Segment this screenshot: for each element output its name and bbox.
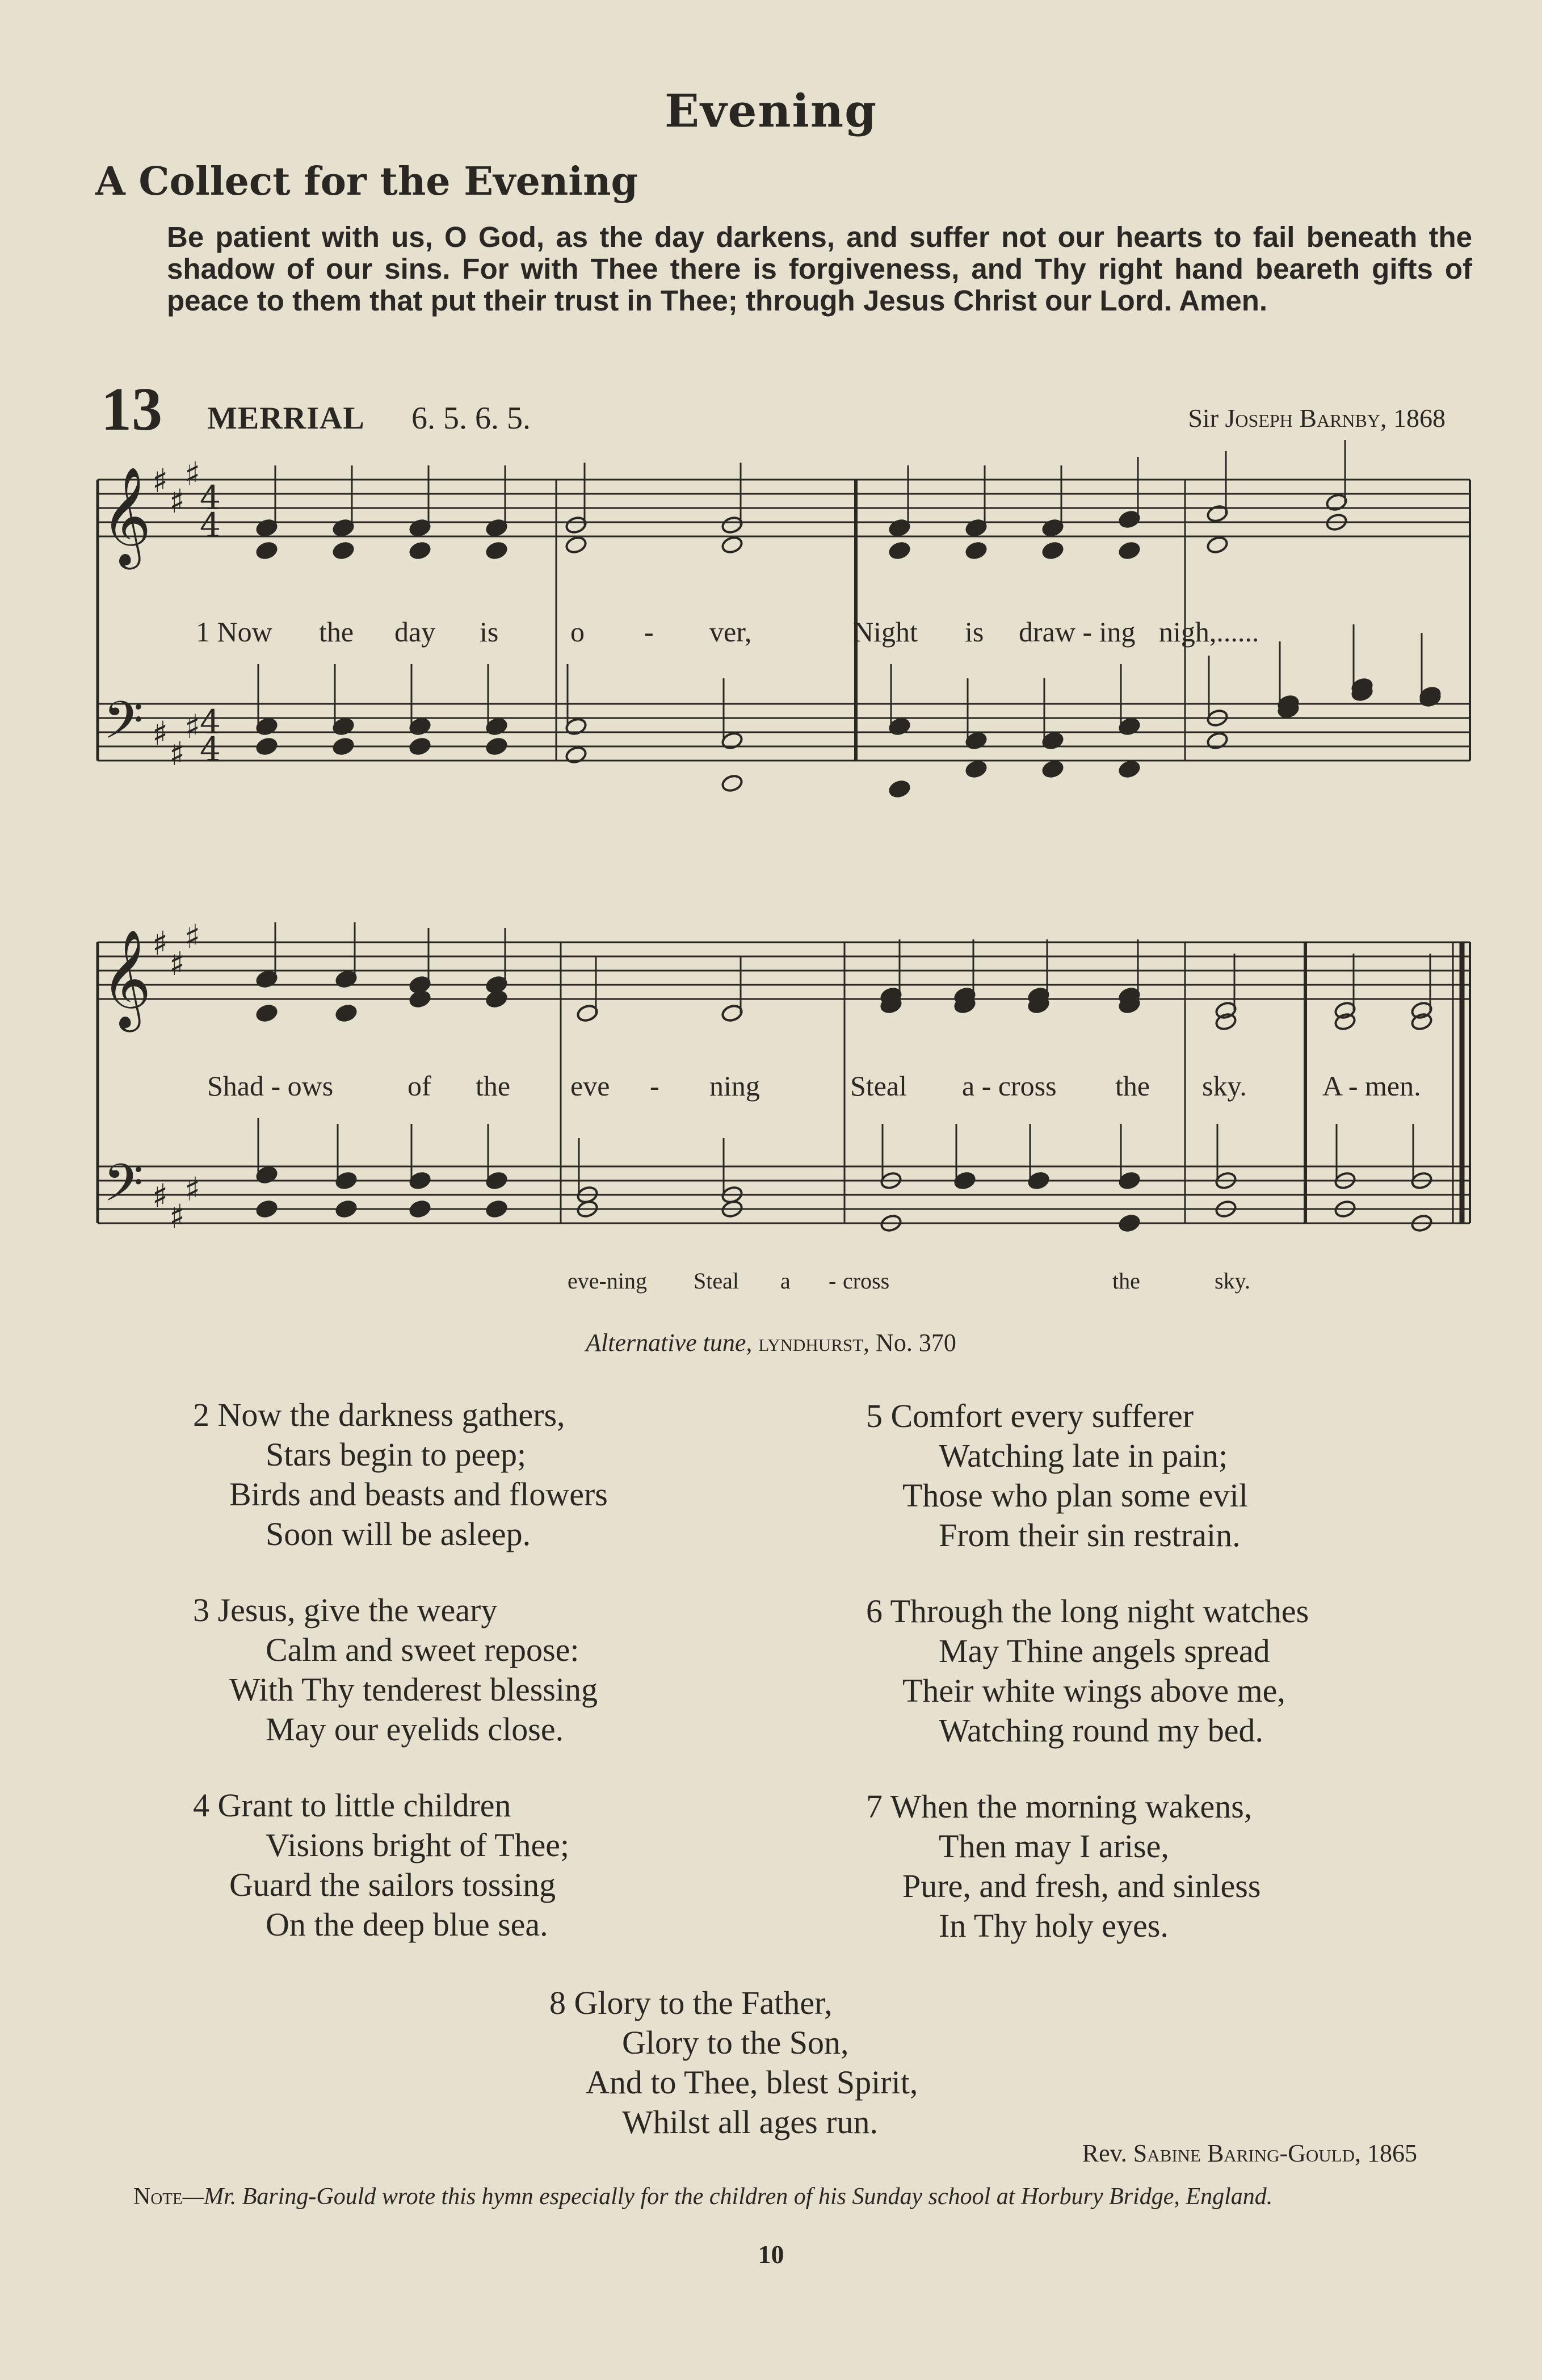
treble-clef-icon: 𝄞 <box>101 467 152 565</box>
time-signature-top: 4 <box>200 478 221 517</box>
notehead <box>721 535 743 555</box>
author-prefix: Rev. <box>1082 2139 1133 2167</box>
verse-line: 4 Grant to little children <box>193 1787 511 1824</box>
notehead <box>965 759 988 779</box>
author-name: Sabine Baring-Gould <box>1133 2139 1355 2167</box>
notehead <box>1206 731 1229 750</box>
lyric-syllable: a <box>780 1268 791 1294</box>
verse-line: And to Thee, blest Spirit, <box>586 2064 918 2101</box>
notehead <box>255 737 278 756</box>
lyric-syllable: is <box>965 616 984 648</box>
note-text: —Mr. Baring-Gould wrote this hymn especially for the children of his Sunday school at Horbury Bridge, England. <box>182 2184 1273 2210</box>
verse-2 <box>193 1395 608 1554</box>
notehead <box>1041 541 1064 560</box>
sharp-icon: ♯ <box>152 714 169 753</box>
notehead <box>1206 535 1229 555</box>
notehead <box>335 1199 358 1219</box>
lyric-syllable: o <box>570 616 585 648</box>
verse-line: 7 When the morning wakens, <box>866 1788 1253 1825</box>
note-label: Note <box>133 2184 183 2210</box>
collect-text: Be patient with us, O God, as the day darkens, and suffer not our hearts to fail beneath the shadow of our sins. For with Thee there is forgiveness, and Thy right hand beareth gifts of peace to them that put their trust in Thee; through Jesus Christ our Lord. Amen. <box>167 221 1472 317</box>
lyric-syllable: Night <box>853 616 918 648</box>
notehead <box>888 779 911 799</box>
lyric-syllable: eve-ning <box>568 1268 647 1294</box>
verse-line: Their white wings above me, <box>902 1672 1285 1709</box>
sharp-icon: ♯ <box>184 917 201 956</box>
lyric-syllable: ver, <box>709 616 752 648</box>
verse-line: Guard the sailors tossing <box>229 1866 556 1903</box>
lyric-syllable: Shad - ows <box>207 1070 334 1102</box>
notehead <box>485 989 508 1009</box>
verse-line: On the deep blue sea. <box>266 1906 548 1943</box>
alt-tune-name: lyndhurst <box>758 1329 864 1357</box>
time-signature-bottom: 4 <box>200 506 221 544</box>
verse-line: With Thy tenderest blessing <box>229 1671 598 1708</box>
verse-line: Whilst all ages run. <box>622 2104 879 2140</box>
verse-line: In Thy holy eyes. <box>939 1907 1169 1944</box>
bass-clef-icon: 𝄢 <box>103 1153 144 1225</box>
notehead <box>1118 759 1141 779</box>
notehead <box>255 1199 278 1219</box>
lyric-syllable: A - men. <box>1322 1070 1421 1102</box>
verse-line: 8 Glory to the Father, <box>549 1984 833 2021</box>
lyric-syllable: cross <box>843 1268 890 1294</box>
notehead <box>409 1199 431 1219</box>
verse-line: Watching late in pain; <box>939 1437 1228 1474</box>
lyric-syllable: day <box>394 616 436 648</box>
section-title: Evening <box>664 84 877 137</box>
notehead <box>409 541 431 560</box>
verse-line: Stars begin to peep; <box>266 1436 527 1473</box>
collect-title: A Collect for the Evening <box>95 159 638 204</box>
sharp-icon: ♯ <box>169 1197 186 1236</box>
notehead <box>485 541 508 560</box>
verse-line: Visions bright of Thee; <box>266 1827 570 1863</box>
sharp-icon: ♯ <box>152 461 169 500</box>
sharp-icon: ♯ <box>184 455 201 493</box>
author-year: , 1865 <box>1355 2139 1417 2167</box>
sharp-icon: ♯ <box>152 924 169 963</box>
notehead <box>565 535 587 555</box>
verse-3 <box>193 1590 598 1749</box>
lyric-syllable: is <box>480 616 499 648</box>
verse-6 <box>866 1592 1309 1751</box>
lyric-syllable: Steal <box>850 1070 907 1102</box>
lyric-syllable: Steal <box>694 1268 739 1294</box>
lyric-syllable: sky. <box>1215 1268 1250 1294</box>
alt-tune-label: Alternative tune, <box>586 1329 753 1357</box>
lyric-syllable: a - cross <box>962 1070 1057 1102</box>
footnote <box>105 2184 1478 2209</box>
notehead <box>332 737 355 756</box>
lyric-syllable: 1 Now <box>196 616 272 648</box>
treble-clef-icon: 𝄞 <box>101 929 152 1028</box>
verse-line: From their sin restrain. <box>939 1517 1241 1554</box>
verse-7 <box>866 1787 1261 1946</box>
lyric-syllable: - <box>829 1268 837 1294</box>
notehead <box>1041 759 1064 779</box>
notehead <box>485 737 508 756</box>
notehead <box>409 989 431 1009</box>
verse-4 <box>193 1786 569 1945</box>
notehead <box>1118 1214 1141 1233</box>
time-signature-top: 4 <box>200 703 221 741</box>
sharp-icon: ♯ <box>169 734 186 773</box>
alternative-tune <box>0 1328 1542 1357</box>
composer-name: Joseph Barnby <box>1225 404 1380 433</box>
sharp-icon: ♯ <box>184 707 201 746</box>
composer-year: , 1868 <box>1380 404 1446 433</box>
sharp-icon: ♯ <box>169 482 186 521</box>
notehead <box>255 541 278 560</box>
lyric-syllable: the <box>476 1070 511 1102</box>
lyric-syllable: - <box>644 616 654 648</box>
verse-line: 5 Comfort every sufferer <box>866 1397 1194 1434</box>
author <box>1082 2139 1417 2168</box>
lyric-syllable: draw - ing <box>1019 616 1136 648</box>
lyric-syllable: eve <box>570 1070 610 1102</box>
tune-meter: 6. 5. 6. 5. <box>411 401 531 436</box>
tune-name: MERRIAL <box>207 401 365 436</box>
verse-line: Pure, and fresh, and sinless <box>902 1867 1261 1904</box>
verse-line: Birds and beasts and flowers <box>229 1476 608 1513</box>
verse-line: Those who plan some evil <box>902 1477 1248 1514</box>
notehead <box>888 541 911 560</box>
notehead <box>721 774 743 793</box>
page-number: 10 <box>758 2240 784 2269</box>
sharp-icon: ♯ <box>152 1177 169 1215</box>
lyric-syllable: - <box>650 1070 659 1102</box>
verse-line: Soon will be asleep. <box>266 1516 531 1552</box>
hymn-number: 13 <box>101 376 162 443</box>
lyric-syllable: the <box>319 616 354 648</box>
composer-prefix: Sir <box>1188 404 1225 433</box>
lyric-syllable: sky. <box>1202 1070 1247 1102</box>
lyric-syllable: of <box>407 1070 431 1102</box>
time-signature-bottom: 4 <box>200 730 221 769</box>
verse-line: May our eyelids close. <box>266 1711 564 1748</box>
bass-clef-icon: 𝄢 <box>103 690 144 763</box>
notehead <box>1118 541 1141 560</box>
sharp-icon: ♯ <box>184 1170 201 1208</box>
notehead <box>965 541 988 560</box>
lyric-syllable: ning <box>709 1070 760 1102</box>
alt-tune-number: , No. 370 <box>863 1329 956 1357</box>
verse-line: 2 Now the darkness gathers, <box>193 1396 565 1433</box>
notehead <box>409 737 431 756</box>
notehead <box>485 1199 508 1219</box>
lyric-syllable: nigh,...... <box>1159 616 1259 648</box>
verse-line: Then may I arise, <box>939 1828 1169 1865</box>
verse-line: May Thine angels spread <box>939 1632 1270 1669</box>
verse-8 <box>549 1983 918 2142</box>
sharp-icon: ♯ <box>169 945 186 983</box>
notehead <box>565 745 587 765</box>
verse-5 <box>866 1396 1248 1555</box>
verse-line: Glory to the Son, <box>622 2024 849 2061</box>
lyric-syllable: the <box>1115 1070 1150 1102</box>
notehead <box>255 1004 278 1023</box>
verse-line: 6 Through the long night watches <box>866 1593 1309 1630</box>
notehead <box>332 541 355 560</box>
verse-line: Watching round my bed. <box>939 1712 1263 1749</box>
verse-line: Calm and sweet repose: <box>266 1631 579 1668</box>
verse-line: 3 Jesus, give the weary <box>193 1592 498 1628</box>
notehead <box>335 1004 358 1023</box>
lyric-syllable: the <box>1112 1268 1140 1294</box>
